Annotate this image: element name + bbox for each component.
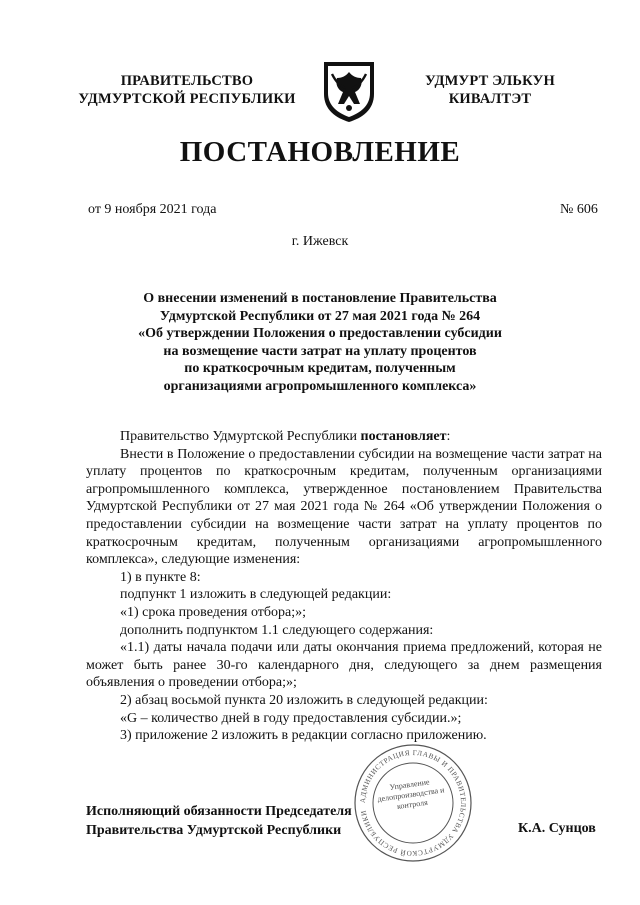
document-title [110,290,530,396]
header-left-line1: ПРАВИТЕЛЬСТВО [120,73,254,89]
resolution-lead [86,428,602,446]
item-2a: «G – количество дней в году предоставления субсидии.»; [120,710,462,726]
item-2: 2) абзац восьмой пункта 20 изложить в следующей редакции: [120,692,488,708]
lead-text: Правительство Удмуртской Республики [120,429,361,444]
item-1a: подпункт 1 изложить в следующей редакции: [120,587,392,603]
title-line: организациями агропромышленного комплекса» [163,378,477,394]
signature-position-line2: Правительства Удмуртской Республики [86,823,342,838]
document-body [86,428,602,745]
title-line: на возмещение части затрат на уплату процентов [163,343,477,359]
signature-name: К.А. Сунцов [518,821,596,836]
item-1b: «1) срока проведения отбора;»; [120,604,307,620]
stamp-center-text: Управление делопроизводства и контроля [376,777,445,812]
header-right-line1: УДМУРТ ЭЛЬКУН [425,73,555,89]
title-line: О внесении изменений в постановление Правительства [143,291,497,306]
stamp-ring-text: АДМИНИСТРАЦИЯ ГЛАВЫ И ПРАВИТЕЛЬСТВА УДМУРТСКОЙ РЕСПУБЛИКИ [358,748,468,858]
item-1: 1) в пункте 8: [120,569,201,585]
title-line: «Об утверждении Положения о предоставлении субсидии [138,326,502,342]
paragraph-main: Внести в Положение о предоставлении субсидии на возмещение части затрат на уплату процентов по краткосрочным кредитам, полученным организациями агропромышленного комплекса, утвержденное постановлением Правительства Удмуртской Республики от 27 мая 2021 года № 264 «Об утверждении Положения о предоставлении субсидии на возмещение части затрат на уплату процентов по краткосрочным кредитам, полученным организациями агропромышленного комплекса», следующие изменения: [86,446,602,568]
signature-position-line1: Исполняющий обязанности Председателя [86,804,352,819]
title-line: по краткосрочным кредитам, полученным [184,361,456,377]
header-left-line2: УДМУРТСКОЙ РЕСПУБЛИКИ [78,91,296,107]
document-number: № 606 [560,202,598,217]
item-1d: «1.1) даты начала подачи или даты окончания приема предложений, которая не может быть ранее 30-го календарного дня, следующего за днем размещения объявления о проведении отбора;»; [86,640,602,691]
document-date: от 9 ноября 2021 года [88,202,217,217]
header-left [72,72,302,108]
document-type: ПОСТАНОВЛЕНИЕ [179,136,461,168]
signature-position [86,802,352,840]
lead-end: : [446,429,451,444]
item-1c: дополнить подпунктом 1.1 следующего содержания: [120,622,434,638]
header-right [400,72,580,108]
lead-bold: постановляет [360,429,447,444]
title-line: Удмуртской Республики от 27 мая 2021 года № 264 [159,308,481,324]
document-city: г. Ижевск [291,234,349,249]
header-right-line2: КИВАЛТЭТ [448,91,532,107]
coat-of-arms-icon [320,60,378,124]
item-3: 3) приложение 2 изложить в редакции согласно приложению. [120,728,487,744]
